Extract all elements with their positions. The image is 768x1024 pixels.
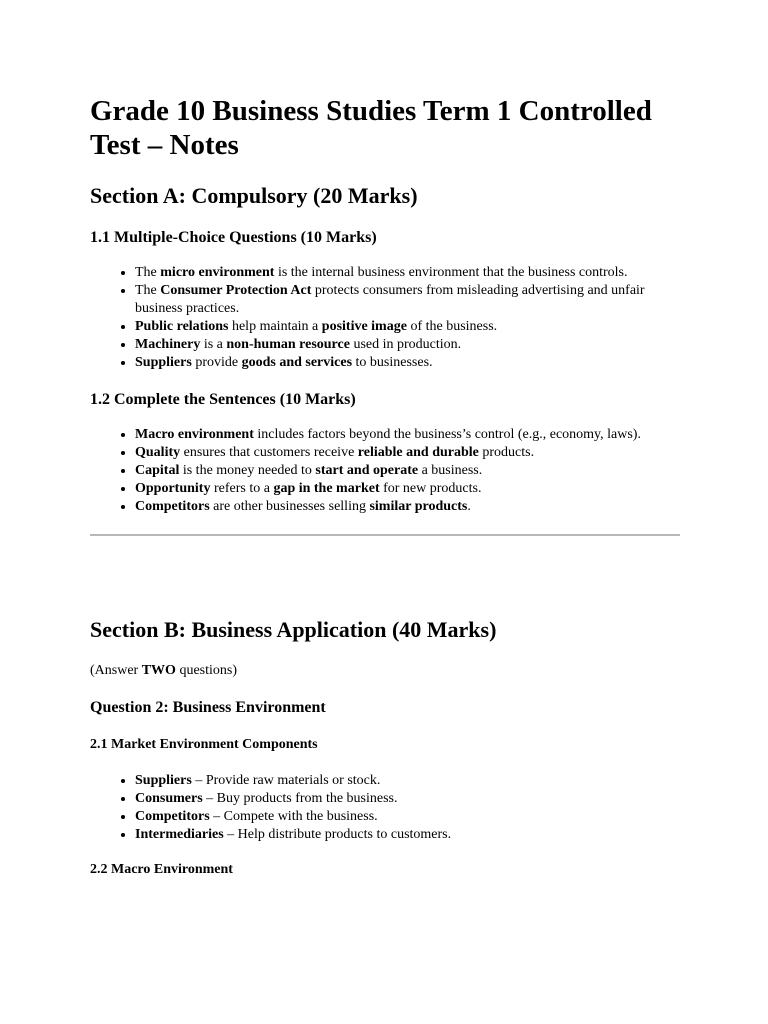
question-1-2-heading: 1.2 Complete the Sentences (10 Marks)	[90, 391, 356, 408]
list-item: • Macro environment includes factors beyond the business’s control (e.g., economy, laws).	[135, 426, 680, 444]
list-item: • Suppliers – Provide raw materials or stock.	[135, 772, 680, 790]
list-item: • Public relations help maintain a positive image of the business.	[135, 318, 680, 336]
list-item: • The micro environment is the internal business environment that the business controls.	[135, 264, 680, 282]
list-item: • The Consumer Protection Act protects consumers from misleading advertising and unfair business practices.	[135, 282, 680, 318]
list-item: • Competitors – Compete with the business.	[135, 808, 680, 826]
question-1-1-list	[90, 264, 680, 372]
list-item: • Capital is the money needed to start and operate a business.	[135, 462, 680, 480]
list-item: • Machinery is a non-human resource used in production.	[135, 336, 680, 354]
question-2-2-heading: 2.2 Macro Environment	[90, 862, 233, 877]
question-1-1-heading: 1.1 Multiple-Choice Questions (10 Marks)	[90, 229, 377, 246]
page-title: Grade 10 Business Studies Term 1 Controlled Test – Notes	[90, 95, 652, 161]
section-a-heading: Section A: Compulsory (20 Marks)	[90, 183, 418, 208]
document-body	[90, 94, 680, 879]
question-2-heading: Question 2: Business Environment	[90, 699, 326, 716]
list-item: • Opportunity refers to a gap in the market for new products.	[135, 480, 680, 498]
list-item: • Quality ensures that customers receive reliable and durable products.	[135, 444, 680, 462]
question-2-1-heading: 2.1 Market Environment Components	[90, 737, 318, 752]
question-1-2-list	[90, 426, 680, 516]
list-item: • Intermediaries – Help distribute products to customers.	[135, 826, 680, 844]
list-item: • Suppliers provide goods and services to businesses.	[135, 354, 680, 372]
answer-instruction: (Answer TWO questions)	[90, 663, 238, 678]
list-item: • Competitors are other businesses selling similar products.	[135, 498, 680, 516]
list-item: • Consumers – Buy products from the business.	[135, 790, 680, 808]
section-divider	[90, 534, 680, 536]
section-b-heading: Section B: Business Application (40 Marks)	[90, 617, 497, 642]
question-2-1-list	[90, 772, 680, 844]
